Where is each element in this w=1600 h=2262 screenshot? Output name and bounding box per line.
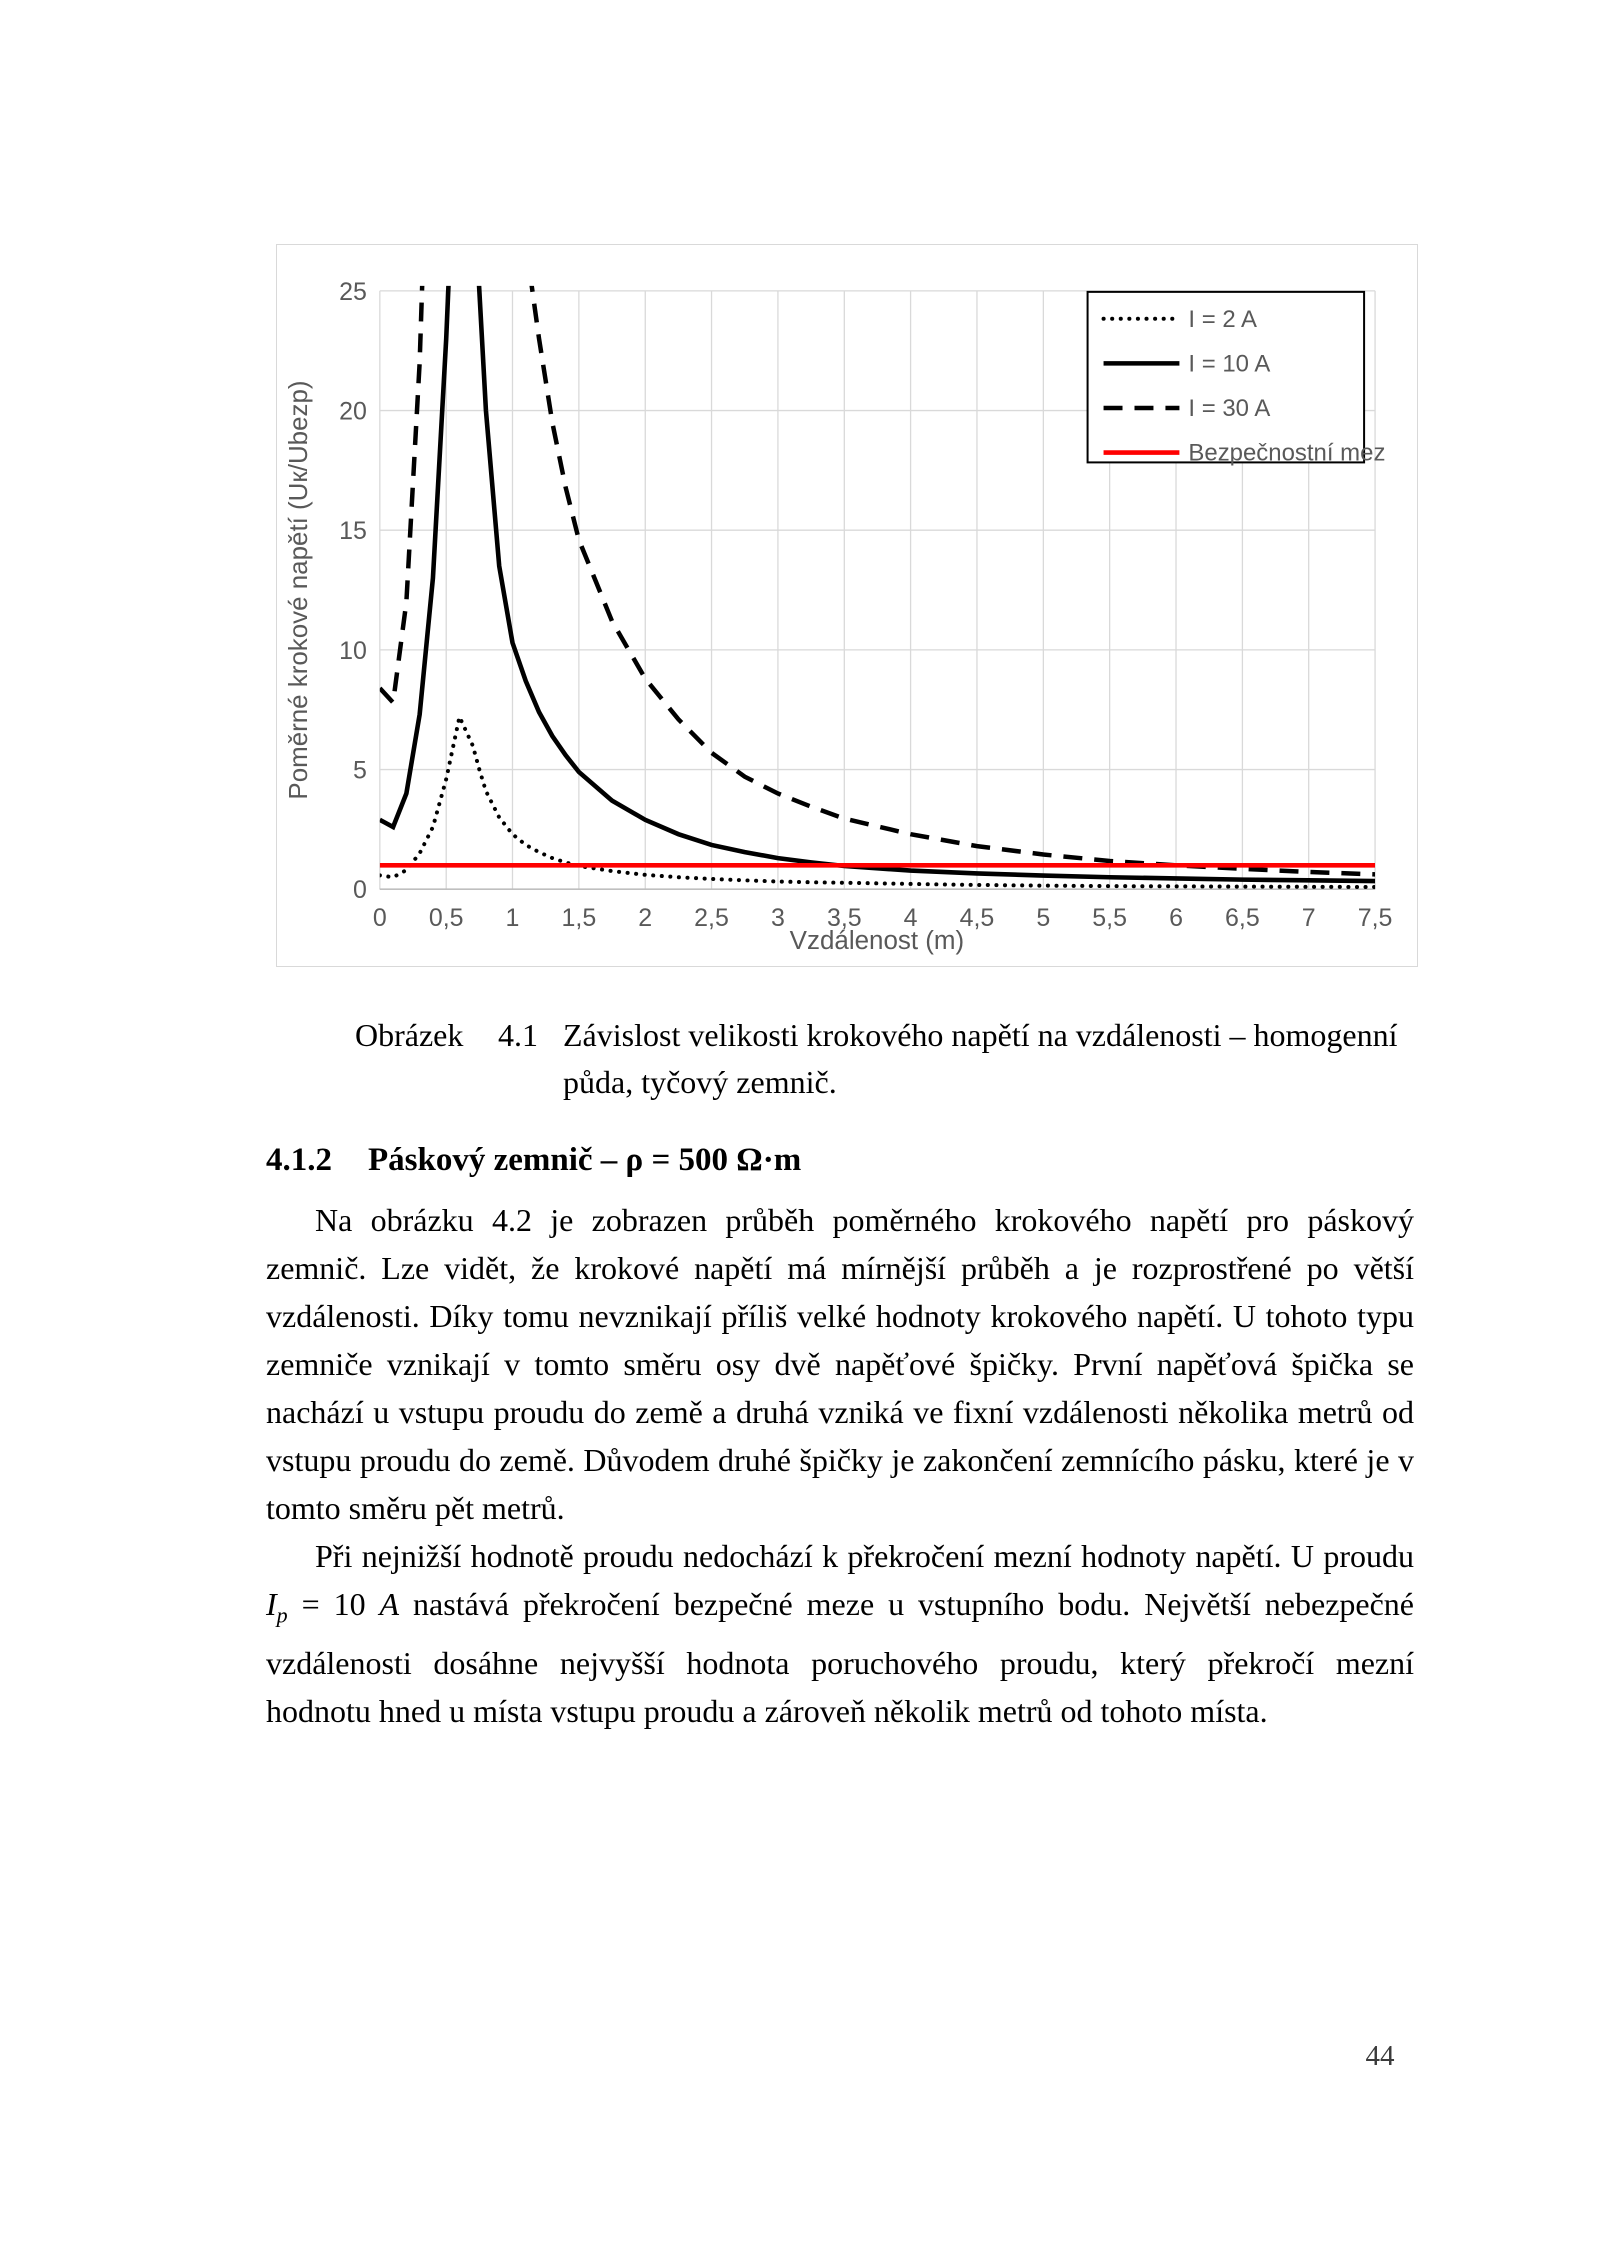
x-tick-label: 6,5 (1225, 904, 1260, 933)
y-tick-label: 25 (339, 277, 367, 306)
x-tick-label: 2,5 (694, 904, 729, 933)
figure-caption (355, 1012, 1417, 1106)
y-tick-label: 10 (339, 636, 367, 665)
x-tick-label: 5 (1036, 904, 1051, 933)
math-current-symbol: $I_p$ (266, 1586, 288, 1628)
legend-label: Bezpečnostní mez (1188, 439, 1386, 467)
paragraph-2-pre: Při nejnižší hodnotě proudu nedochází k překročení mezní hodnoty napětí. U proudu (315, 1538, 1414, 1574)
y-tick-label: 15 (339, 517, 367, 546)
x-tick-label: 7,5 (1357, 904, 1393, 933)
x-tick-label: 7 (1301, 904, 1316, 933)
chart-canvas (277, 245, 1417, 966)
y-tick-label: 20 (339, 397, 367, 426)
caption-number: 4.1 (498, 1017, 538, 1053)
x-tick-label: 6 (1169, 904, 1183, 933)
section-number: 4.1.2 (266, 1142, 332, 1178)
legend-label: I = 2 A (1188, 305, 1257, 333)
figure-4-1-chart (276, 244, 1418, 967)
x-tick-label: 1 (505, 904, 520, 933)
y-axis-title: Poměrné krokové napětí (Uк/Ubezp) (284, 380, 313, 800)
section-heading (266, 1140, 1414, 1180)
page-number: 44 (1365, 2040, 1395, 2072)
series-i-2-a (380, 717, 1375, 887)
math-unit: A (379, 1586, 400, 1622)
x-tick-label: 2 (638, 904, 653, 933)
paragraph-1: Na obrázku 4.2 je zobrazen průběh poměrného krokového napětí pro páskový zemnič. Lze vidět, že krokové napětí má mírnější průběh a je rozprostřené po větší vzdálenosti. Díky tomu nevznikají příliš velké hodnoty krokového napětí. U tohoto typu zemniče vznikají v tomto směru osy dvě napěťové špičky. První napěťová špička se nachází u vstupu proudu do země a druhá vzniká ve fixní vzdálenosti několika metrů od vstupu proudu do země. Důvodem druhé špičky je zakončení zemnícího pásku, které je v tomto směru pět metrů. (266, 1202, 1414, 1526)
x-tick-label: 4 (903, 904, 918, 933)
x-tick-label: 0,5 (428, 904, 464, 933)
body-text (266, 1196, 1414, 1735)
legend-label: I = 30 A (1188, 394, 1271, 422)
caption-text: Závislost velikosti krokového napětí na vzdálenosti – homogenní půda, tyčový zemnič. (563, 1017, 1398, 1100)
x-tick-label: 3 (770, 904, 785, 933)
paragraph-2-post: nastává překročení bezpečné meze u vstupního bodu. Největší nebezpečné vzdálenosti dosáhne nejvyšší hodnota poruchového proudu, který překročí mezní hodnotu hned u místa vstupu proudu a zároveň několik metrů od tohoto místa. (266, 1586, 1414, 1730)
x-tick-label: 1,5 (561, 904, 597, 933)
chart-legend (1088, 292, 1386, 467)
caption-label: Obrázek (355, 1017, 464, 1053)
x-tick-label: 0 (372, 904, 387, 933)
section-title: Páskový zemnič – ρ = 500 Ω·m (368, 1142, 802, 1178)
x-tick-label: 4,5 (959, 904, 995, 933)
paragraph-2 (266, 1532, 1414, 1735)
y-tick-label: 5 (352, 756, 367, 785)
x-axis-title: Vzdálenost (m) (789, 927, 965, 956)
x-tick-label: 3,5 (826, 904, 862, 933)
x-tick-label: 5,5 (1092, 904, 1127, 933)
paragraph-2-mid: = 10 (287, 1586, 380, 1622)
y-tick-label: 0 (352, 876, 367, 905)
legend-label: I = 10 A (1188, 350, 1271, 378)
